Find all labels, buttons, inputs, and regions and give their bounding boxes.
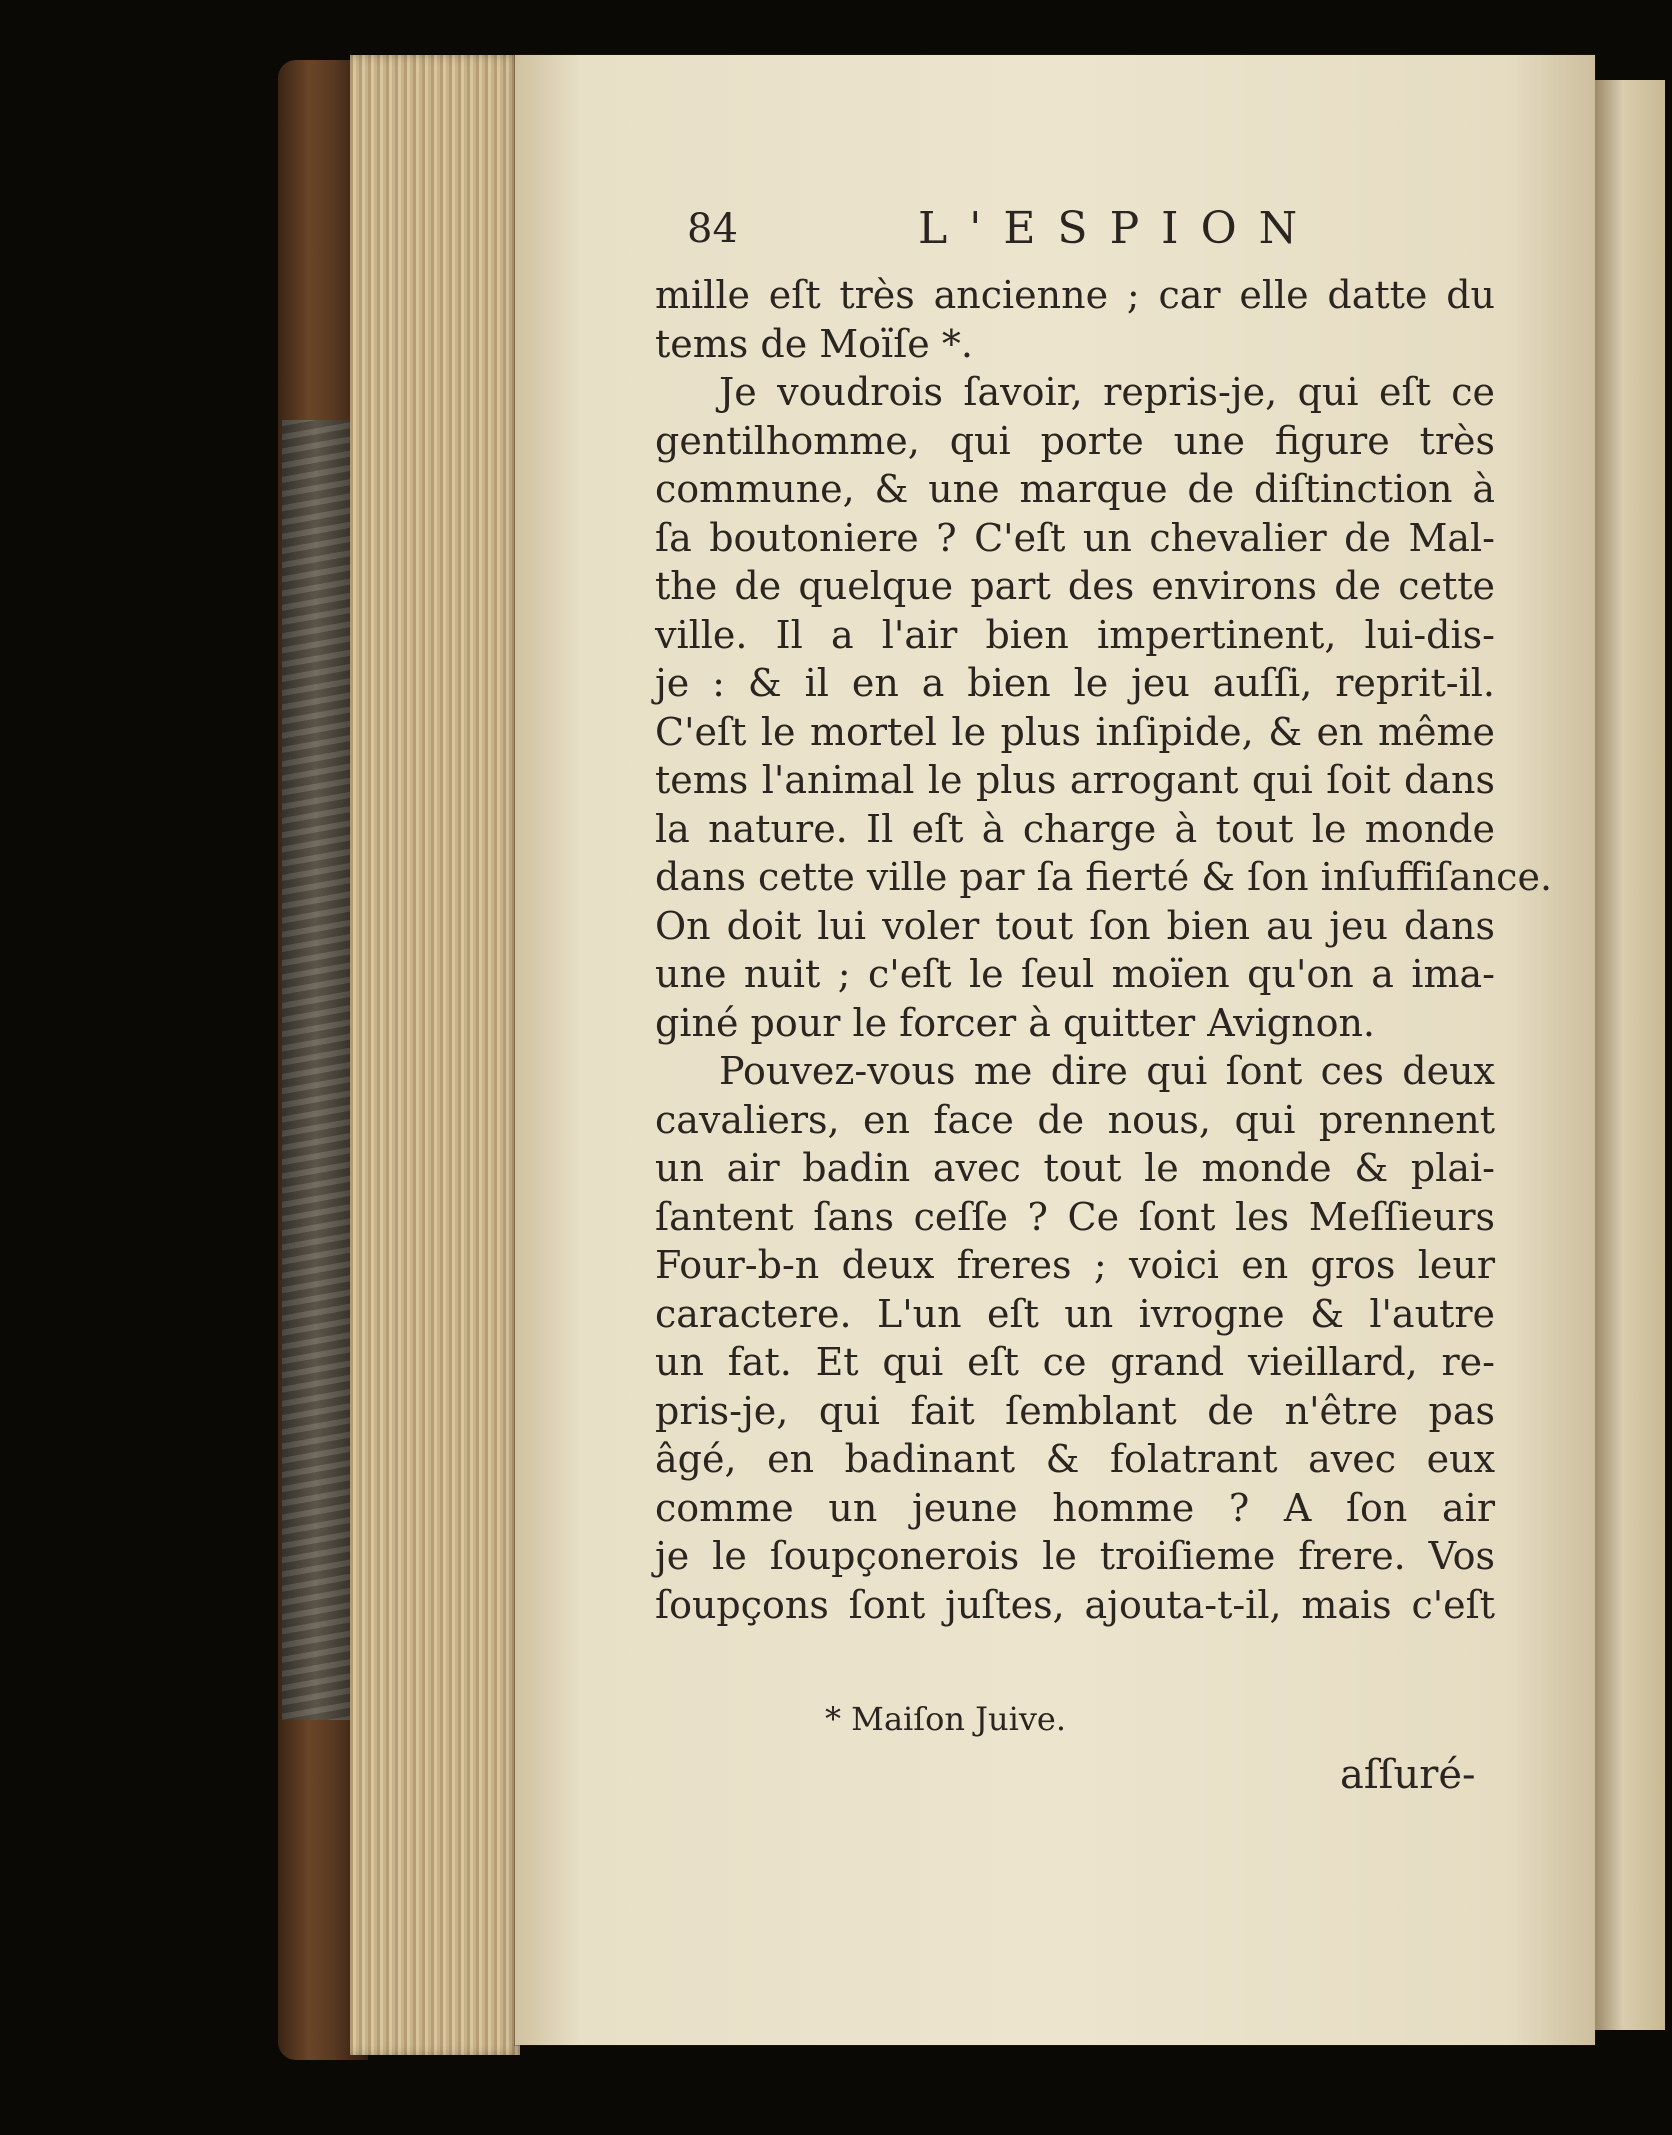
text-line: cavaliers, en face de nous, qui prennent — [655, 1097, 1495, 1142]
text-line: pris-je, qui fait ſemblant de n'être pas — [655, 1388, 1495, 1433]
page-edges — [350, 55, 520, 2055]
text-line: tems de Moïſe *. — [655, 321, 973, 366]
page-text — [655, 203, 1553, 1629]
running-head — [655, 205, 1495, 271]
text-line: un fat. Et qui eſt ce grand vieillard, re- — [655, 1340, 1495, 1384]
text-line: commune, & une marque de diſtinction à — [655, 467, 1495, 511]
text-line: ville. Il a l'air bien impertinent, lui-dis- — [655, 612, 1495, 657]
text-line: âgé, en badinant & folatrant avec eux — [655, 1437, 1495, 1481]
text-line: je : & il en a bien le jeu auſſi, reprit-il. — [655, 661, 1495, 705]
text-line: Four-b-n deux freres ; voici en gros leur — [655, 1243, 1495, 1287]
text-line: the de quelque part des environs de cette — [655, 564, 1495, 608]
text-line: giné pour le forcer à quitter Avignon. — [655, 1000, 1375, 1045]
text-line: je le ſoupçonerois le troiſieme frere. Vos — [655, 1534, 1495, 1578]
text-line: la nature. Il eſt à charge à tout le monde — [655, 806, 1495, 851]
text-line: ſoupçons ſont juſtes, ajouta-t-il, mais c'eſt — [655, 1582, 1495, 1627]
text-line: On doit lui voler tout ſon bien au jeu dans — [655, 903, 1495, 948]
text-line: dans cette ville par ſa fierté & ſon inſuffiſance. — [655, 855, 1553, 899]
text-line: ſantent ſans ceſſe ? Ce ſont les Meſſieurs — [655, 1194, 1495, 1239]
text-line: comme un jeune homme ? A ſon air — [655, 1485, 1495, 1530]
text-line: une nuit ; c'eſt le ſeul moïen qu'on a ima- — [655, 952, 1495, 996]
running-title: L'ESPION — [918, 203, 1320, 254]
footnote: * Maiſon Juive. — [825, 1700, 1066, 1738]
text-line: un air badin avec tout le monde & plai- — [655, 1146, 1495, 1190]
text-line: gentilhomme, qui porte une figure très — [655, 418, 1495, 463]
facing-page-edge — [1595, 80, 1665, 2030]
text-line: mille eſt très ancienne ; car elle datte du — [655, 273, 1495, 317]
text-line: ſa boutoniere ? C'eſt un chevalier de Mal- — [655, 515, 1495, 560]
text-line: C'eſt le mortel le plus inſipide, & en même — [655, 709, 1495, 754]
text-line: caractere. L'un eſt un ivrogne & l'autre — [655, 1291, 1495, 1336]
text-line: Pouvez-vous me dire qui ſont ces deux — [719, 1049, 1495, 1093]
text-line: Je voudrois ſavoir, repris-je, qui eſt ce — [719, 370, 1495, 414]
text-line: tems l'animal le plus arrogant qui ſoit dans — [655, 758, 1495, 802]
catchword: aſſuré- — [1340, 1752, 1476, 1798]
page-number: 84 — [687, 206, 738, 252]
